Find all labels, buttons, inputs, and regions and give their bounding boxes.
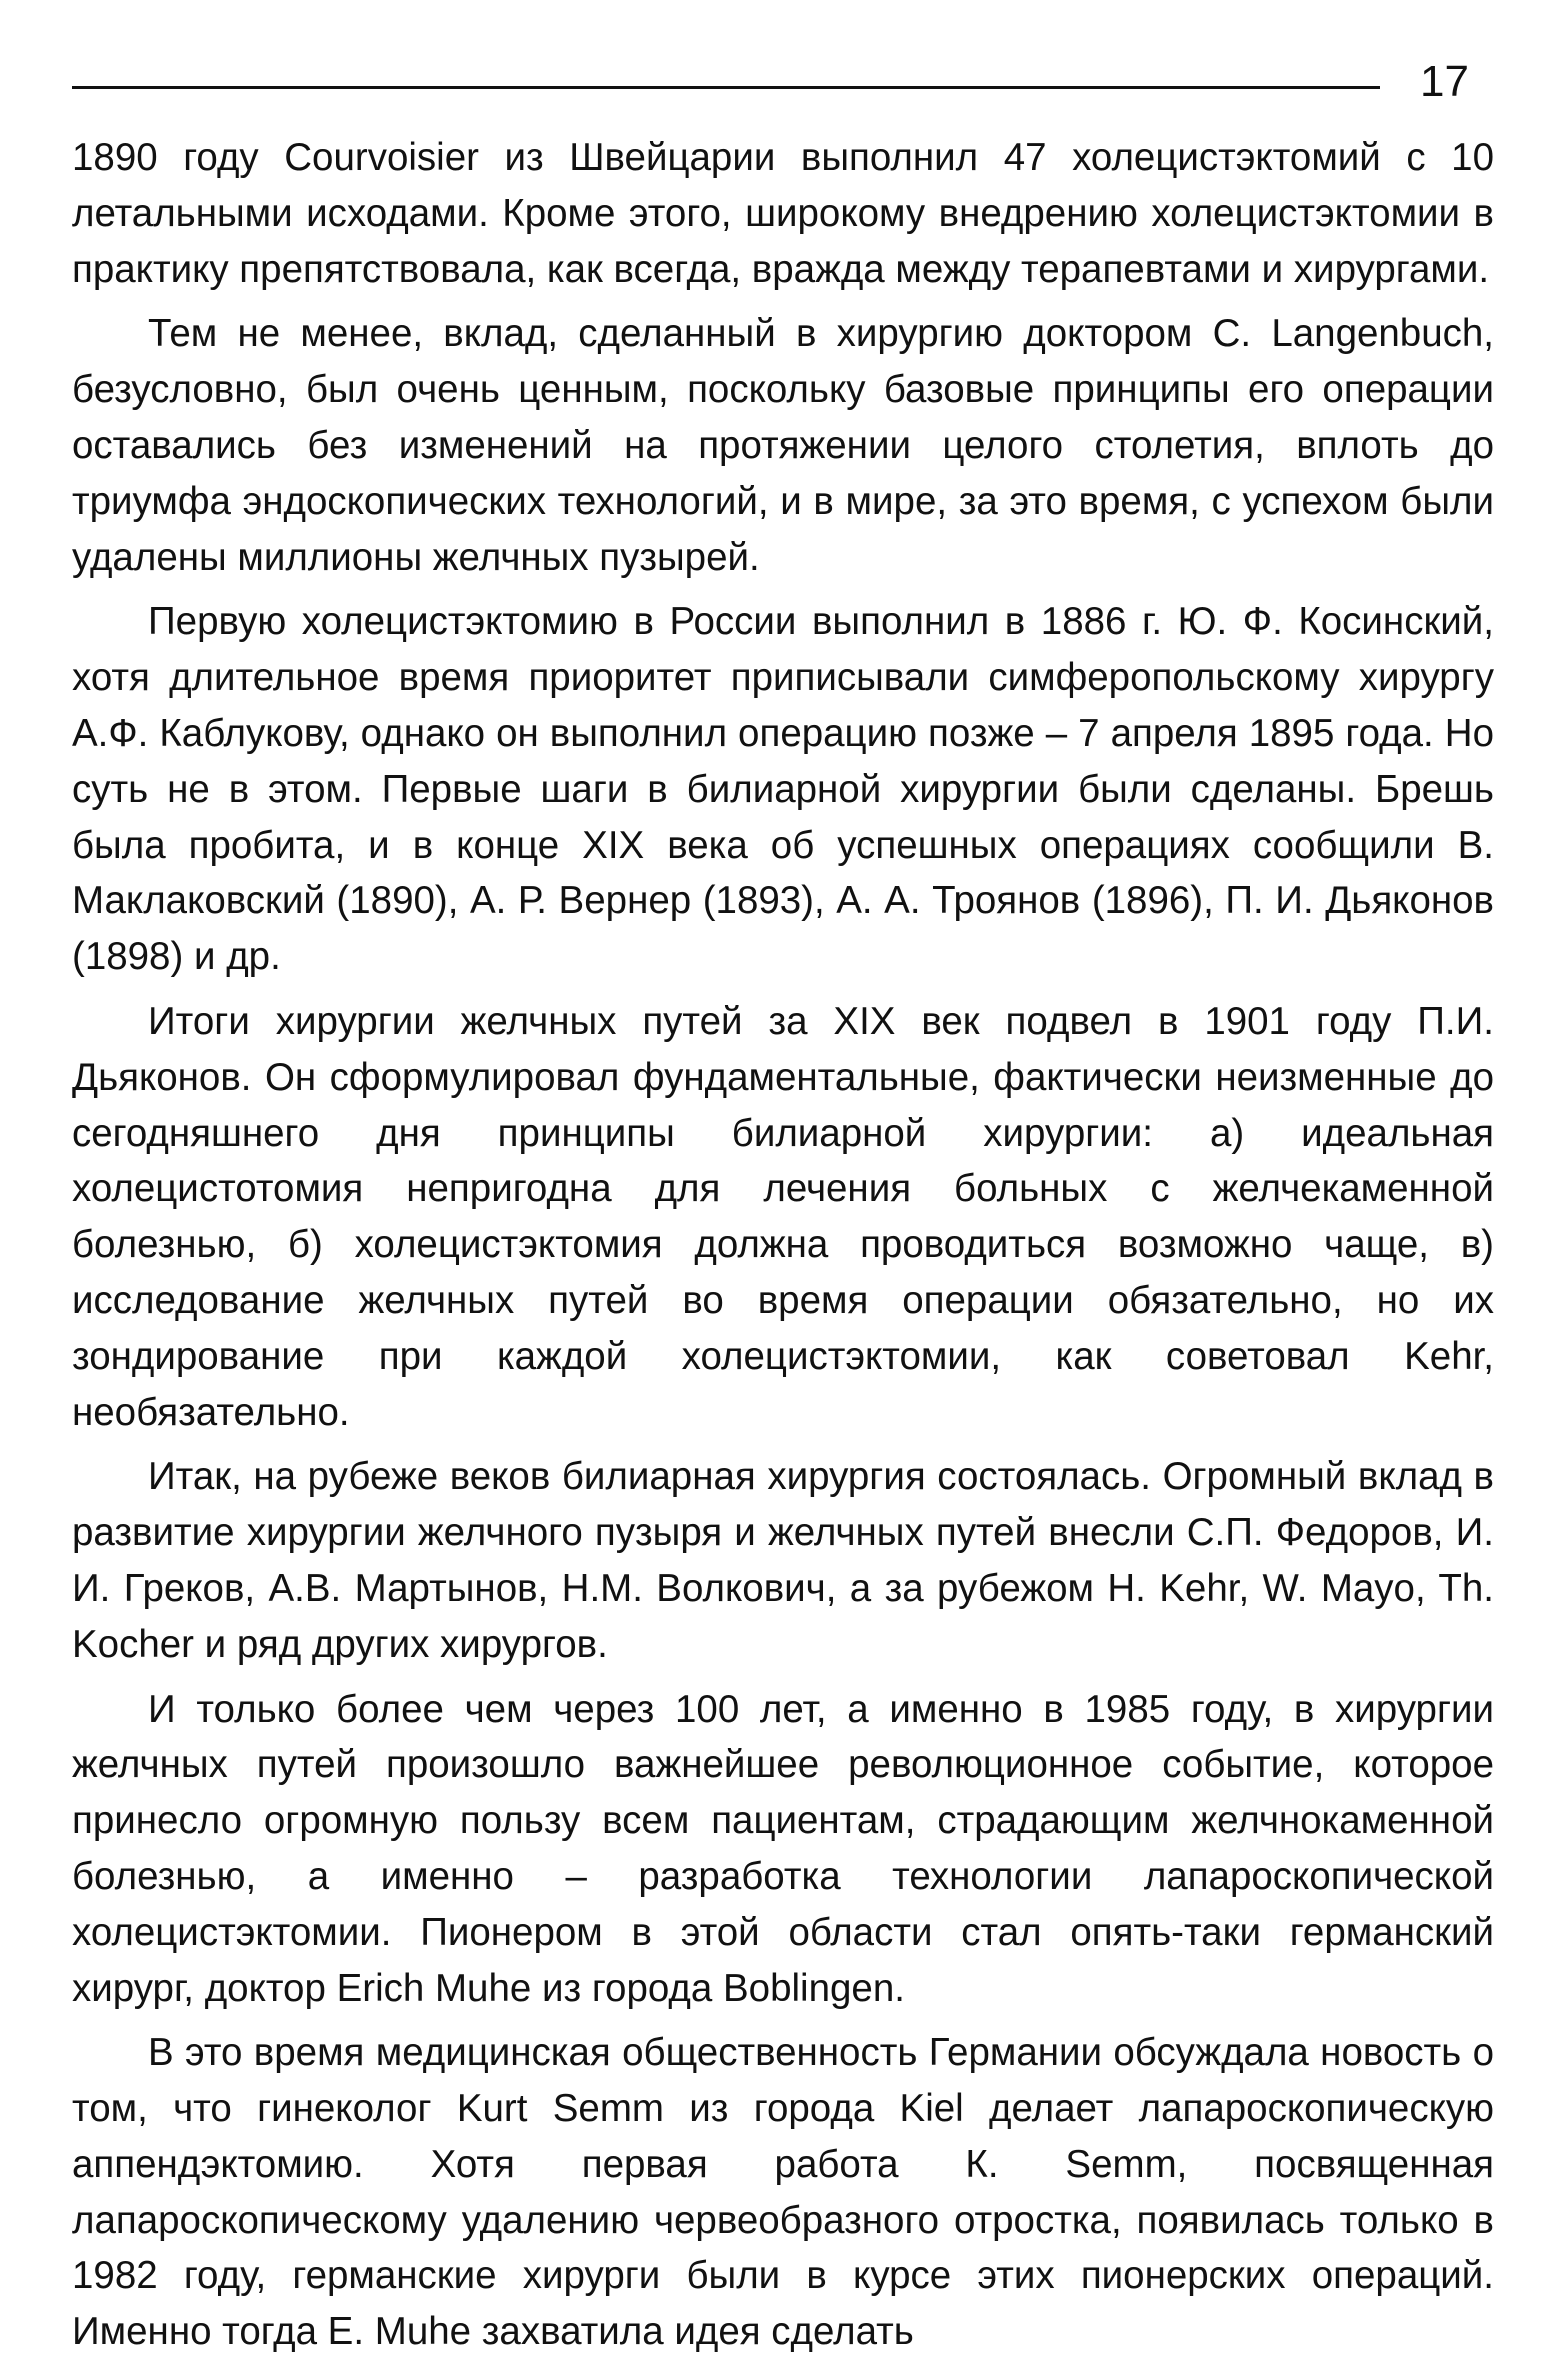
paragraph: Итоги хирургии желчных путей за XIX век подвел в 1901 году П.И. Дьяконов. Он сформулировал фундаментальные, фактически неизменные до сегодняшнего дня принципы билиарной хирургии: а) идеальная холецистотомия непригодна для лечения больных с желчекаменной болезнью, б) холецистэктомия должна проводиться возможно чаще, в) исследование желчных путей во время операции обязательно, но их зондирование при каждой холецистэктомии, как советовал Kehr, необязательно. xyxy=(72,999,1494,1434)
paragraph: 1890 году Courvoisier из Швейцарии выполнил 47 холецистэктомий с 10 летальными исходами. Кроме этого, широкому внедрению холецистэктомии в практику препятствовала, как всегда, вражда между терапевтами и хирургами. xyxy=(72,136,1494,291)
body-text xyxy=(72,130,1494,2369)
header-rule xyxy=(72,86,1380,89)
page-number: 17 xyxy=(1420,57,1469,106)
paragraph: Первую холецистэктомию в России выполнил в 1886 г. Ю. Ф. Косинский, хотя длительное время приоритет приписывали симферопольскому хирургу А.Ф. Каблукову, однако он выполнил операцию позже – 7 апреля 1895 года. Но суть не в этом. Первые шаги в билиарной хирургии были сделаны. Брешь была пробита, и в конце XIX века об успешных операциях сообщили В. Маклаковский (1890), А. Р. Вернер (1893), А. А. Троянов (1896), П. И. Дьяконов (1898) и др. xyxy=(72,600,1494,979)
paragraph: В это время медицинская общественность Германии обсуждала новость о том, что гинеколог Kurt Semm из города Kiel делает лапароскопическую аппендэктомию. Хотя первая работа К. Semm, посвященная лапароскопическому удалению червеобразного отростка, появилась только в 1982 году, германские хирурги были в курсе этих пионерских операций. Именно тогда Е. Muhe захватила идея сделать xyxy=(72,2031,1494,2354)
paragraph: Тем не менее, вклад, сделанный в хирургию доктором С. Langenbuch, безусловно, был очень ценным, поскольку базовые принципы его операции оставались без изменений на протяжении целого столетия, вплоть до триумфа эндоскопических технологий, и в мире, за это время, с успехом были удалены миллионы желчных пузырей. xyxy=(72,312,1494,579)
paragraph: И только более чем через 100 лет, а именно в 1985 году, в хирургии желчных путей произошло важнейшее революционное событие, которое принесло огромную пользу всем пациентам, страдающим желчнокаменной болезнью, а именно – разработка технологии лапароскопической холецистэктомии. Пионером в этой области стал опять-таки германский хирург, доктор Erich Muhe из города Boblingen. xyxy=(72,1687,1494,2010)
paragraph: Итак, на рубеже веков билиарная хирургия состоялась. Огромный вклад в развитие хирургии желчного пузыря и желчных путей внесли С.П. Федоров, И. И. Греков, А.В. Мартынов, Н.М. Волкович, а за рубежом Н. Kehr, W. Mayo, Th. Kocher и ряд других хирургов. xyxy=(72,1455,1494,1666)
